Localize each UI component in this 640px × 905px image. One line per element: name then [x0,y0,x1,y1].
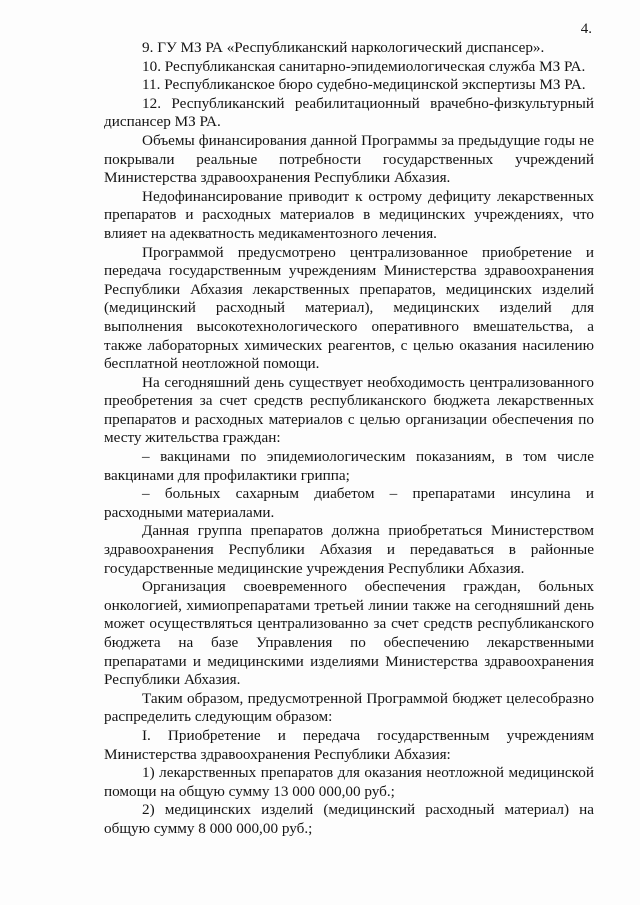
list-item-10: 10. Республиканская санитарно-эпидемиологическая служба МЗ РА. [142,57,586,75]
dash-item-vaccines: – вакцинами по эпидемиологическим показаниям, в том числе вакцинами для профилактики гриппа; [104,448,594,484]
section-i-heading: I. Приобретение и передача государственным учреждениям Министерства здравоохранения Республики Абхазия: [104,726,594,763]
paragraph-budget-distribution: Таким образом, предусмотренной Программой бюджет целесобразно распределить следующим образом: [104,689,594,726]
document-body [104,39,594,839]
paragraph-group-purchase: Данная группа препаратов должна приобретаться Министерством здравоохранения Республики Абхазия и передаваться в районные государственные медицинские учреждения Республики Абхазия. [104,522,594,577]
list-item-11: 11. Республиканское бюро судебно-медицинской экспертизы МЗ РА. [142,76,586,94]
budget-item-1: 1) лекарственных препаратов для оказания неотложной медицинской помощи на общую сумму 13 000 000,00 руб.; [104,764,594,800]
paragraph-underfunding: Недофинансирование приводит к острому дефициту лекарственных препаратов и расходных материалов в медицинских учреждениях, что влияет на адекватность медикаментозного лечения. [104,187,594,242]
paragraph-necessity: На сегодняшний день существует необходимость централизованного преобретения за счет средств республиканского бюджета лекарственных препаратов и расходных материалов с целью организации обеспечения по месту жительства граждан: [104,373,594,447]
page-number: 4. [580,21,592,37]
paragraph-funding: Объемы финансирования данной Программы за предыдущие годы не покрывали реальные потребности государственных учреждений Министерства здравоохранения Республики Абхазия. [104,131,594,187]
dash-item-diabetes: – больных сахарным диабетом – препаратами инсулина и расходными материалами. [104,485,594,521]
budget-item-2: 2) медицинских изделий (медицинский расходный материал) на общую сумму 8 000 000,00 руб.; [104,801,594,837]
list-item-9: 9. ГУ МЗ РА «Республиканский наркологический диспансер». [142,39,545,56]
list-item-12: 12. Республиканский реабилитационный врачебно-физкультурный диспансер МЗ РА. [104,94,594,131]
paragraph-oncology: Организация своевременного обеспечения граждан, больных онкологией, химиопрепаратами третьей линии также на сегодняшний день может осуществляться централизованно за счет средств республиканского бюджета на базе Управления по обеспечению лекарственными препаратами и медицинскими изделиями Министерства здравоохранения Республики Абхазия. [104,578,594,689]
paragraph-program-provides: Программой предусмотрено централизованное приобретение и передача государственным учреждениям Министерства здравоохранения Республики Абхазия лекарственных препаратов, медицинских изделий (медицинский расходный материал), медицинских изделий для выполнения высокотехнологического оперативного вмешательства, а также лабораторных химических реагентов, с целью оказания насилению бесплатной неотложной помощи. [104,243,594,373]
